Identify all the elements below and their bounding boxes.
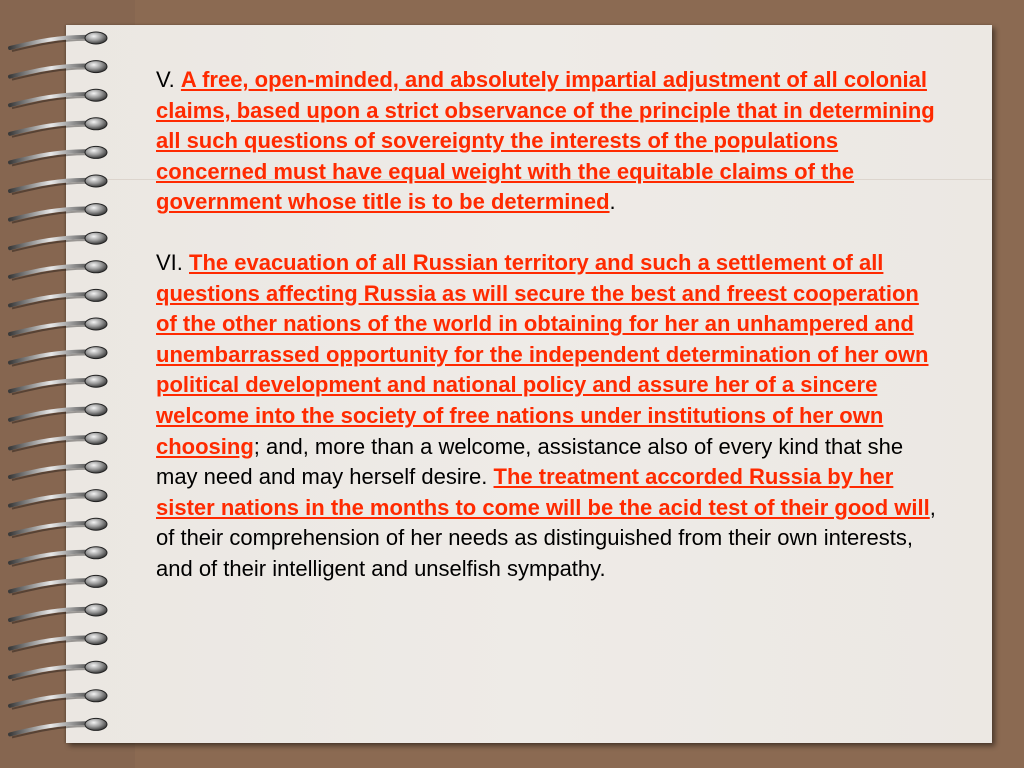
binding-ring: [10, 89, 107, 108]
binding-ring: [10, 375, 107, 394]
binding-ring: [10, 490, 107, 509]
binding-ring: [10, 204, 107, 223]
binding-ring: [10, 32, 107, 51]
spiral-ring-binding-icon: [0, 0, 130, 768]
point-vi-paragraph: [156, 248, 936, 585]
binding-ring: [10, 633, 107, 652]
binding-ring: [10, 318, 107, 337]
binding-ring: [10, 175, 107, 194]
point-vi-middle: ; and, more than a welcome, assistance also of every kind that she may need and may herself desire.: [156, 433, 904, 490]
binding-ring: [10, 289, 107, 308]
binding-ring: [10, 61, 107, 80]
point-v-paragraph: [156, 65, 936, 218]
binding-ring: [10, 547, 107, 566]
point-v-tail: .: [609, 189, 616, 215]
binding-ring: [10, 661, 107, 680]
point-vi-tail: , of their comprehension of her needs as distinguished from their own interests, and of their intelligent and unselfish sympathy.: [156, 494, 936, 581]
binding-ring: [10, 432, 107, 451]
binding-ring: [10, 575, 107, 594]
binding-ring: [10, 718, 107, 737]
binding-ring: [10, 347, 107, 366]
point-v-numeral: V.: [156, 67, 181, 92]
point-vi-numeral: VI.: [156, 249, 190, 275]
point-vi-highlight-2: The treatment accorded Russia by her sister nations in the months to come will be the acid test of their good will: [156, 464, 930, 520]
binding-ring: [10, 604, 107, 623]
binding-ring: [10, 690, 107, 709]
point-v-highlight: A free, open-minded, and absolutely impartial adjustment of all colonial claims, based upon a strict observance of the principle that in determining all such questions of sovereignty the interests of the populations concerned must have equal weight with the equitable claims of the government whose title is to be determined: [156, 67, 935, 215]
binding-ring: [10, 146, 107, 165]
binding-ring: [10, 518, 107, 537]
binding-ring: [10, 461, 107, 480]
slide-text: [156, 65, 936, 585]
binding-ring: [10, 261, 107, 280]
binding-ring: [10, 118, 107, 137]
binding-ring: [10, 232, 107, 251]
binding-ring: [10, 404, 107, 423]
point-vi-highlight-1: The evacuation of all Russian territory and such a settlement of all questions affecting Russia as will secure the best and freest cooperation of the other nations of the world in obtaining for her an unhampered and unembarrassed opportunity for the independent determination of her own political development and national policy and assure her of a sincere welcome into the society of free nations under institutions of her own choosing: [156, 249, 929, 459]
